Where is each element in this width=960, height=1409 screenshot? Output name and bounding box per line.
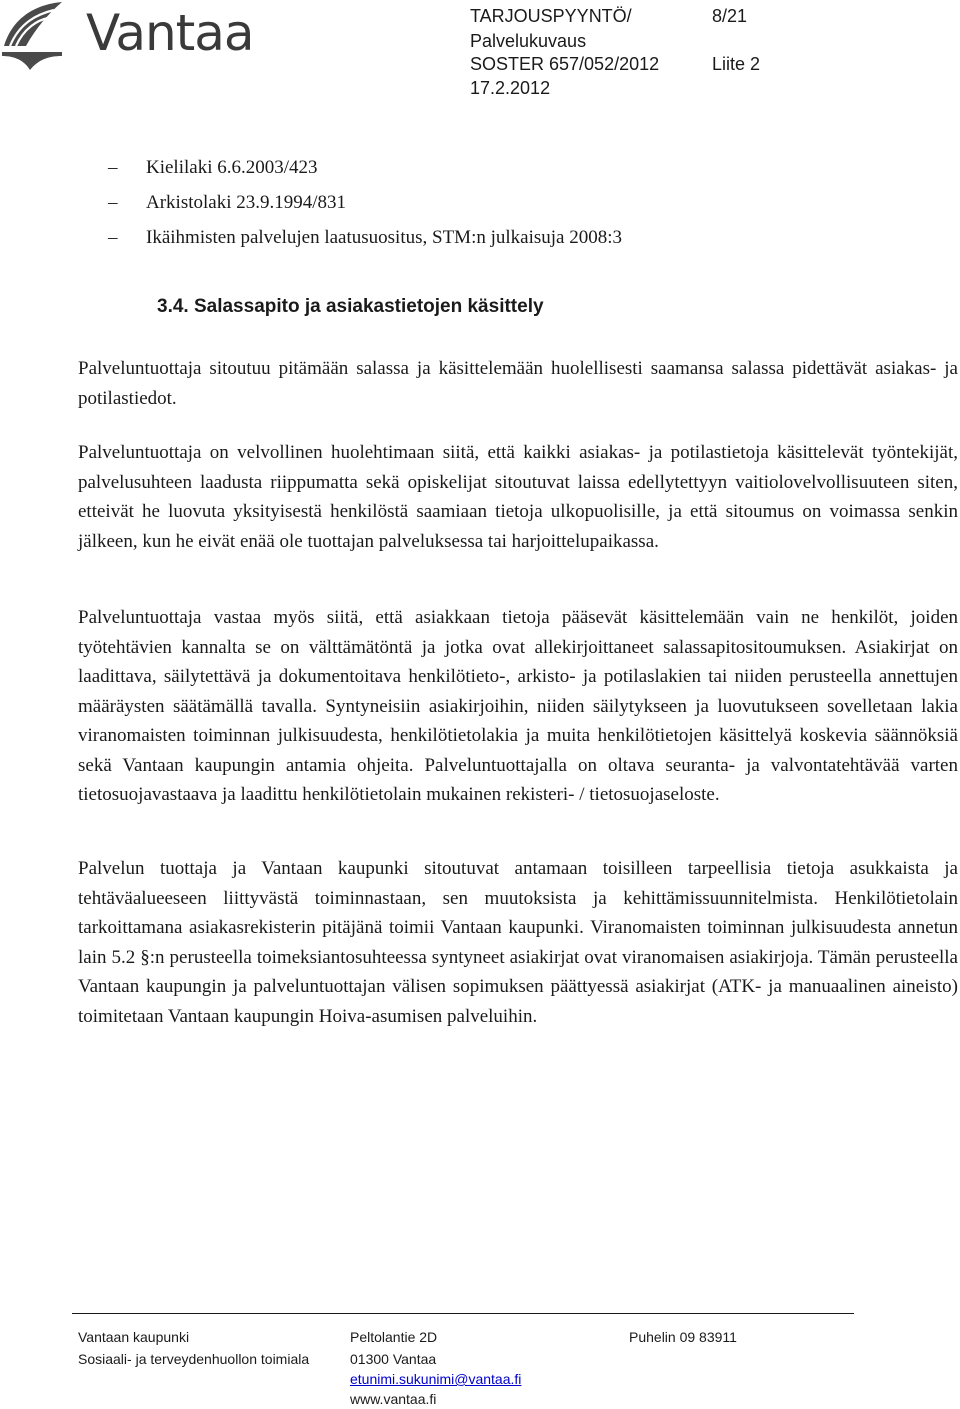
list-item: – Arkistolaki 23.9.1994/831 [108, 189, 622, 224]
footer-email-link[interactable]: etunimi.sukunimi@vantaa.fi [350, 1371, 522, 1387]
list-item: – Kielilaki 6.6.2003/423 [108, 154, 622, 189]
law-list [108, 154, 622, 259]
footer-phone: Puhelin 09 83911 [629, 1329, 737, 1345]
dash-bullet-icon: – [108, 157, 118, 178]
doc-subject: Palvelukuvaus [470, 31, 587, 51]
attachment-label: Liite 2 [712, 54, 761, 74]
doc-date: 17.2.2012 [470, 78, 551, 98]
dash-bullet-icon: – [108, 192, 118, 213]
section-heading: 3.4. Salassapito ja asiakastietojen käsittely [157, 296, 544, 317]
footer-street: Peltolantie 2D [350, 1329, 438, 1345]
vantaa-crest-icon [0, 0, 66, 72]
paragraph-3: Palveluntuottaja vastaa myös siitä, että asiakkaan tietoja pääsevät käsittelemään vain ne henkilöt, joiden työtehtävien kannalta se on välttämätöntä ja jotka ovat allekirjoittaneet salassapitositoumuksen. Asiakirjat on laadittava, säilytettävä ja dokumentoitava henkilötieto-, arkisto- ja potilaslakien tai niiden perusteella annettujen määräysten säätämällä tavalla. Syntyneisiin asiakirjoihin, niiden säilytykseen ja luovutukseen sovelletaan lakia viranomaisten toiminnan julkisuudesta, henkilötietolakia ja muita henkilötietojen käsittelyä koskevia säännöksiä sekä Vantaan kaupungin antamia ohjeita. Palveluntuottajalla on oltava seuranta- ja valvontatehtävää varten tietosuojavastaava ja laadittu henkilötietolain mukainen rekisteri- / tietosuojaseloste. [78, 607, 958, 805]
paragraph-4: Palvelun tuottaja ja Vantaan kaupunki sitoutuvat antamaan toisilleen tarpeellisia tietoja asukkaista ja tehtäväalueeseen liittyvästä toiminnastaan, sen muutoksista ja kehittämissuunnitelmista. Henkilötietolain tarkoittamana asiakasrekisterin pitäjänä toimii Vantaan kaupunki. Viranomaisten toiminnan julkisuudesta annetun lain 5.2 §:n perusteella toimeksiantosuhteessa syntyneet asiakirjat ovat viranomaisen asiakirjoja. Tämän perusteella Vantaan kaupungin ja palveluntuottajan välisen sopimuksen päättyessä asiakirjat (ATK- ja manuaalinen aineisto) toimitetaan Vantaan kaupungin Hoiva-asumisen palveluihin. [78, 858, 958, 1027]
footer-org: Vantaan kaupunki [78, 1329, 190, 1345]
list-item: – Ikäihmisten palvelujen laatusuositus, STM:n julkaisuja 2008:3 [108, 224, 622, 259]
footer-department: Sosiaali- ja terveydenhuollon toimiala [78, 1351, 310, 1367]
paragraph-2: Palveluntuottaja on velvollinen huolehtimaan siitä, että kaikki asiakas- ja potilastietoja käsittelevät työntekijät, palvelusuhteen laadusta riippumatta sekä opiskelijat sitoutuvat laissa edellytettyyn vaitiolovelvollisuuteen siten, etteivät he luovuta yksityisestä henkilöstä saamiaan tietoja ulkopuolisille, ja että sitoumus on voimassa senkin jälkeen, kun he eivät enää ole tuottajan palveluksessa tai harjoittelupaikassa. [78, 442, 958, 552]
footer-divider [72, 1313, 854, 1314]
footer-postal: 01300 Vantaa [350, 1351, 437, 1367]
footer-website[interactable]: www.vantaa.fi [350, 1391, 437, 1407]
doc-reference: SOSTER 657/052/2012 [470, 54, 660, 74]
logo-wordmark: Vantaa [86, 4, 254, 62]
doc-type: TARJOUSPYYNTÖ/ [470, 6, 632, 26]
vantaa-logo [0, 0, 280, 80]
page-number: 8/21 [712, 6, 748, 26]
dash-bullet-icon: – [108, 227, 118, 248]
paragraph-1: Palveluntuottaja sitoutuu pitämään salassa ja käsittelemään huolellisesti saamansa salassa pidettävät asiakas- ja potilastiedot. [78, 358, 958, 409]
